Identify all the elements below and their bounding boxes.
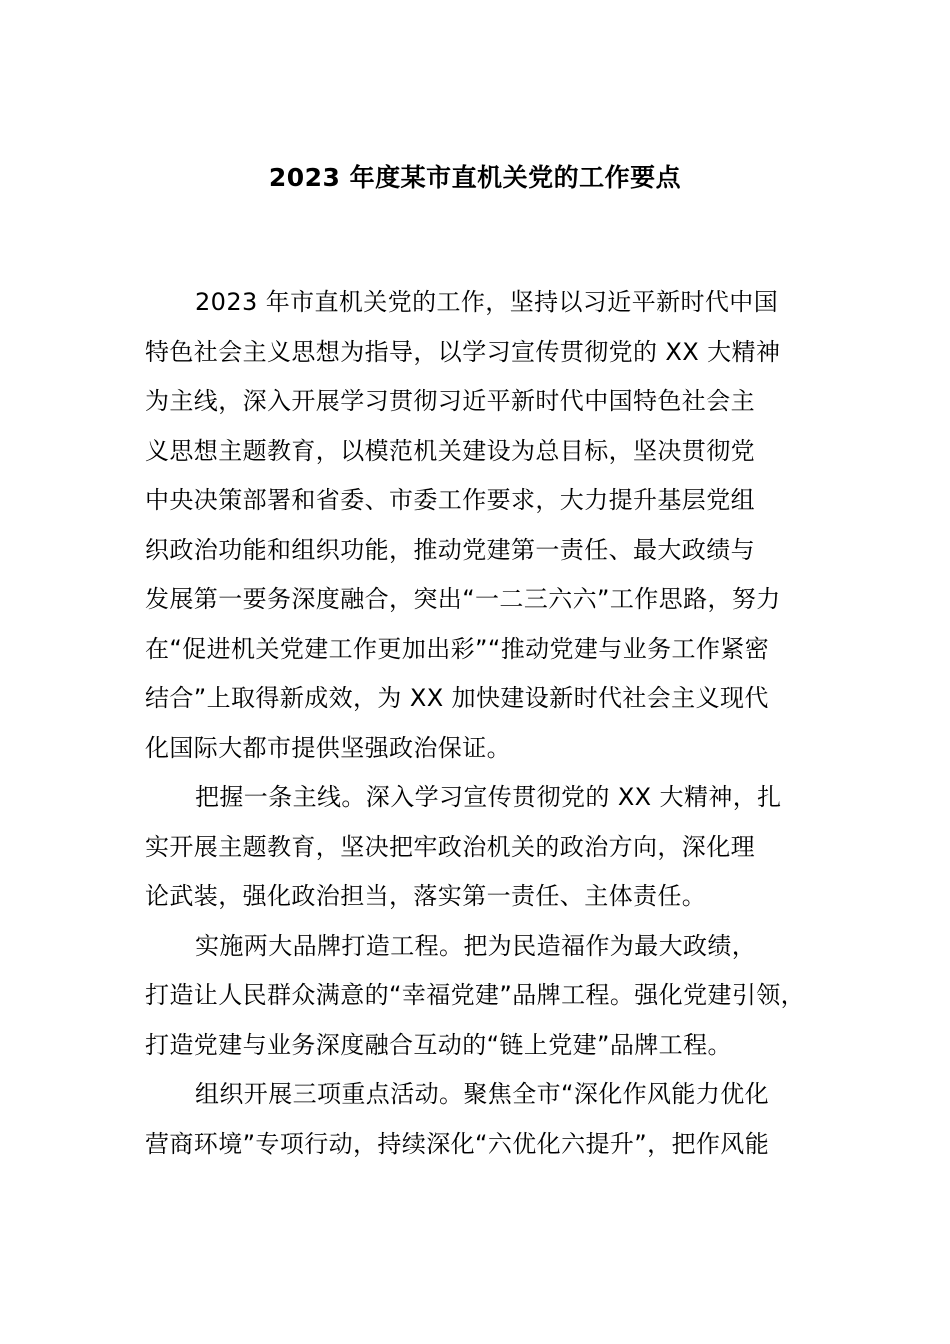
paragraph-2-line: 实开展主题教育，坚决把牢政治机关的政治方向，深化理 [145, 832, 755, 861]
document-body [145, 278, 835, 1169]
paragraph-1-line: 在“促进机关党建工作更加出彩”“推动党建与业务工作紧密 [145, 634, 770, 663]
paragraph-4-line: 营商环境”专项行动，持续深化“六优化六提升”，把作风能 [145, 1129, 770, 1158]
paragraph-4-line: 组织开展三项重点活动。聚焦全市“深化作风能力优化 [195, 1080, 770, 1108]
paragraph-3-line: 打造党建与业务深度融合互动的“链上党建”品牌工程。 [145, 1030, 732, 1059]
paragraph-2-line: 论武装，强化政治担当，落实第一责任、主体责任。 [145, 882, 707, 910]
paragraph-2-line: 把握一条主线。深入学习宣传贯彻党的 XX 大精神，扎 [195, 783, 782, 811]
paragraph-1-line: 中央决策部署和省委、市委工作要求，大力提升基层党组 [145, 486, 755, 514]
paragraph-1-line: 义思想主题教育，以模范机关建设为总目标，坚决贯彻党 [145, 436, 755, 465]
paragraph-1-line: 结合”上取得新成效，为 XX 加快建设新时代社会主义现代 [145, 684, 769, 712]
paragraph-3-line: 打造让人民群众满意的“幸福党建”品牌工程。强化党建引领， [145, 981, 806, 1009]
paragraph-1-line: 化国际大都市提供坚强政治保证。 [145, 733, 511, 762]
document-title: 2023 年度某市直机关党的工作要点 [268, 163, 682, 192]
paragraph-3-line: 实施两大品牌打造工程。把为民造福作为最大政绩， [195, 931, 757, 960]
paragraph-1-line: 为主线，深入开展学习贯彻习近平新时代中国特色社会主 [145, 387, 755, 415]
paragraph-1-line: 织政治功能和组织功能，推动党建第一责任、最大政绩与 [145, 535, 755, 564]
paragraph-1-line: 发展第一要务深度融合，突出“一二三六六”工作思路，努力 [145, 585, 781, 613]
paragraph-1-line: 特色社会主义思想为指导，以学习宣传贯彻党的 XX 大精神 [145, 337, 781, 366]
paragraph-1-line: 2023 年市直机关党的工作，坚持以习近平新时代中国 [195, 288, 779, 316]
